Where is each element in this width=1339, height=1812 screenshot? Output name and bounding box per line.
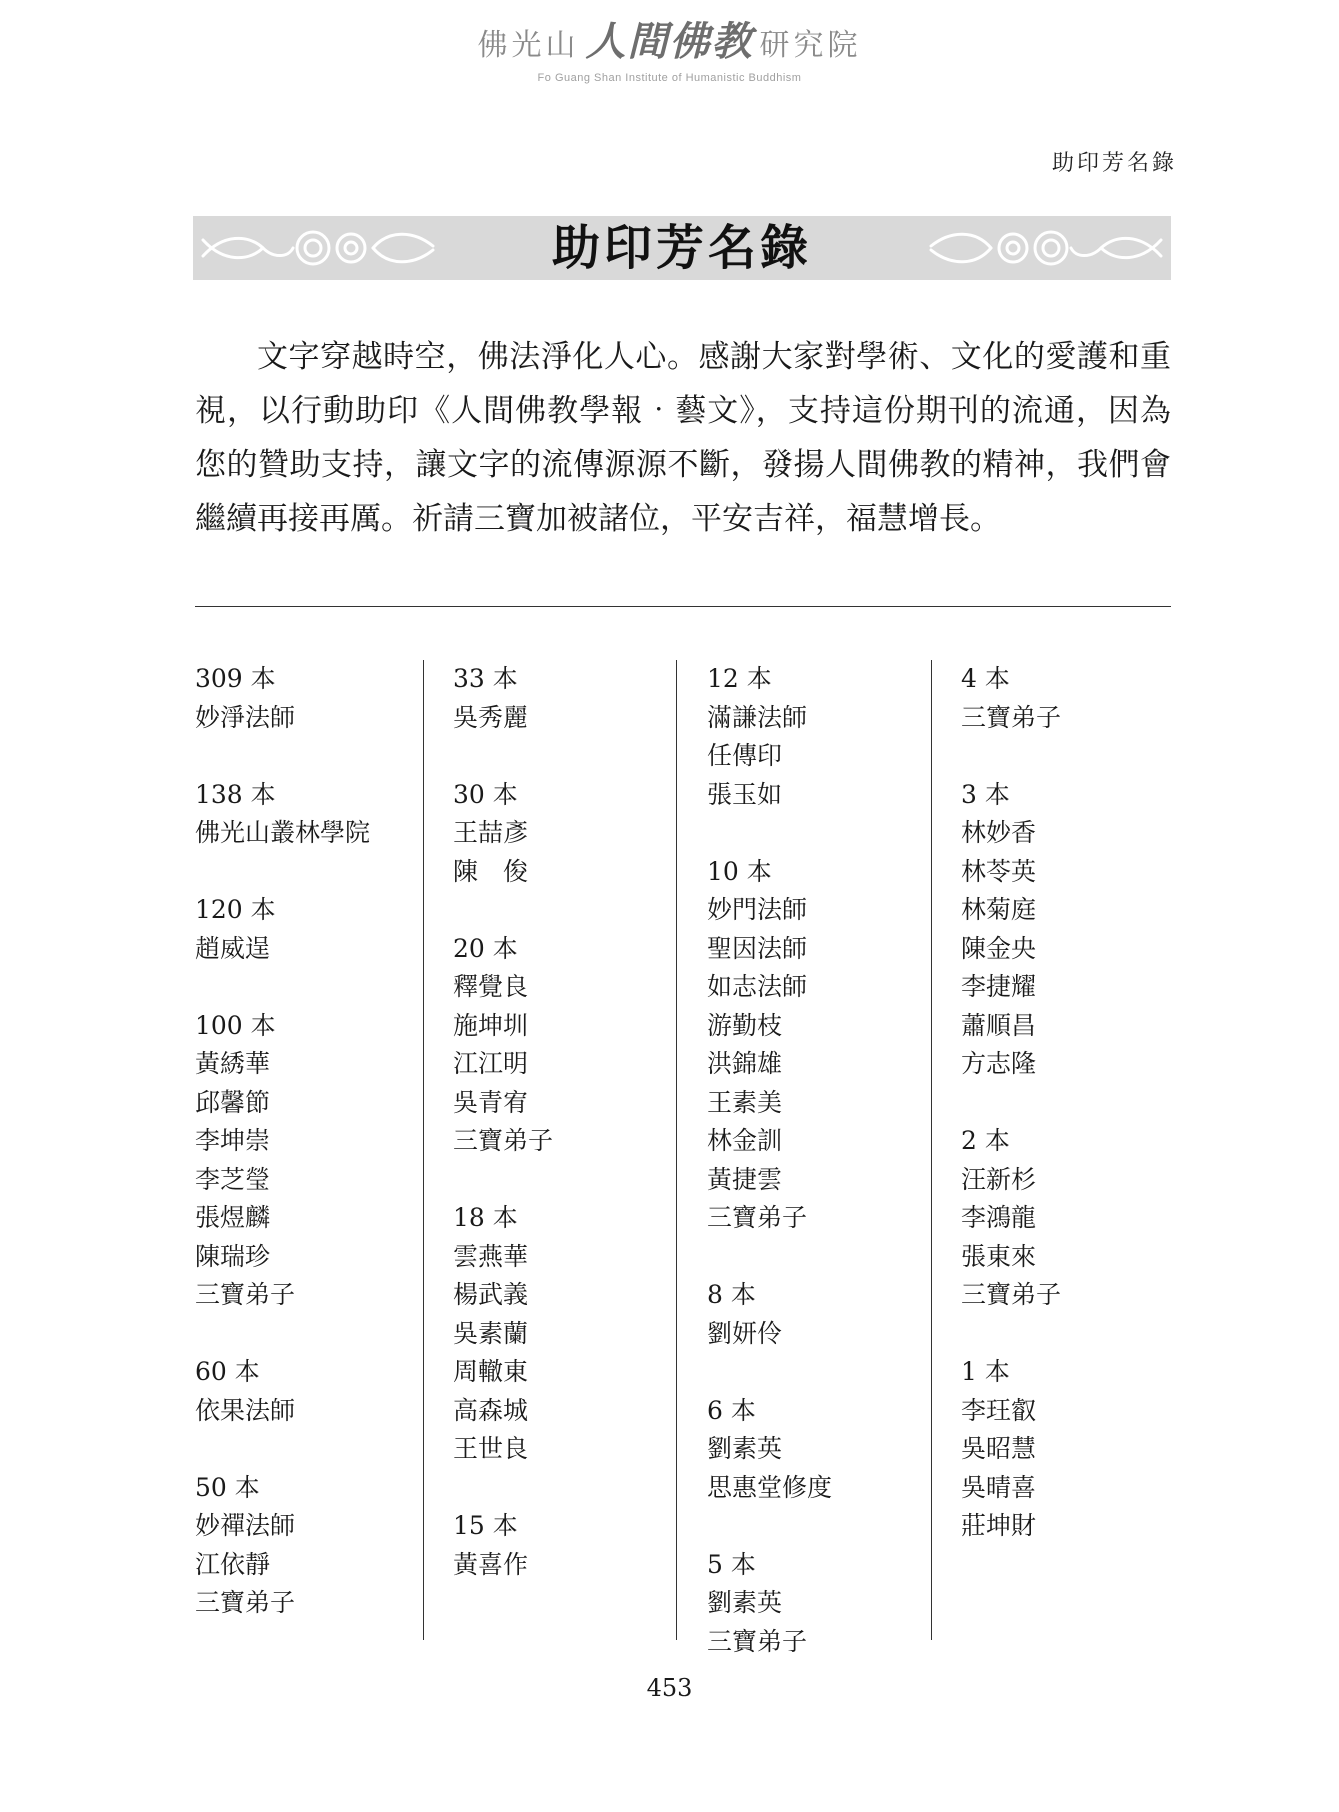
donation-group — [961, 1122, 1181, 1315]
donor-name: 吳昭慧 — [961, 1434, 1037, 1463]
donation-amount: 6 本 — [707, 1395, 756, 1425]
donor-name: 林金訓 — [707, 1126, 783, 1155]
donation-amount: 15 本 — [453, 1511, 518, 1540]
donor-name: 劉妍伶 — [707, 1318, 783, 1348]
donation-group — [195, 1353, 415, 1430]
donor-name: 張東來 — [961, 1241, 1037, 1271]
donor-name: 王素美 — [707, 1087, 783, 1117]
donation-amount: 100 本 — [195, 1010, 276, 1040]
donor-name: 黃捷雲 — [707, 1164, 783, 1194]
donor-name: 趙威逞 — [195, 933, 271, 963]
watermark-brand: 人間佛教 — [585, 18, 754, 65]
donation-group — [195, 1007, 415, 1315]
donor-name: 三寶弟子 — [961, 1280, 1062, 1309]
watermark-prefix: 佛光山 — [477, 28, 580, 63]
donor-name: 吳晴喜 — [961, 1472, 1037, 1502]
donor-name: 黃喜作 — [453, 1549, 529, 1579]
donation-amount: 138 本 — [195, 779, 276, 809]
donation-amount: 20 本 — [453, 933, 518, 963]
donation-group — [453, 1507, 673, 1584]
donor-name: 妙淨法師 — [195, 702, 296, 732]
page-title: 助印芳名錄 — [551, 220, 812, 276]
donation-amount: 309 本 — [195, 664, 276, 693]
donor-name: 江江明 — [453, 1049, 529, 1078]
donor-name: 佛光山叢林學院 — [195, 818, 371, 847]
donor-name: 釋覺良 — [453, 972, 529, 1001]
donor-name: 思惠堂修度 — [707, 1472, 833, 1502]
donor-name: 妙門法師 — [707, 895, 808, 924]
running-head: 助印芳名錄 — [1051, 151, 1177, 176]
donor-name: 林菊庭 — [961, 895, 1037, 924]
donor-name: 周轍東 — [453, 1357, 529, 1386]
donation-amount: 8 本 — [707, 1280, 756, 1309]
donor-name: 方志隆 — [961, 1049, 1037, 1078]
donation-amount: 12 本 — [707, 664, 772, 693]
donation-group — [707, 853, 927, 1238]
donor-name: 三寶弟子 — [707, 1203, 808, 1232]
intro-paragraph: 文字穿越時空，佛法淨化人心。感謝大家對學術、文化的愛護和重視，以行動助印《人間佛教學報‧藝文》，支持這份期刊的流通，因為您的贊助支持，讓文字的流傳源源不斷，發揚人間佛教的精神，我們會繼續再接再厲。祈請三寶加被諸位，平安吉祥，福慧增長。 — [195, 339, 1171, 537]
donation-group — [453, 776, 673, 892]
donor-name: 林妙香 — [961, 818, 1037, 847]
donation-group — [453, 1199, 673, 1469]
donor-name: 三寶弟子 — [707, 1626, 808, 1656]
watermark-suffix: 研究院 — [759, 28, 862, 63]
donor-name: 李玨叡 — [961, 1395, 1037, 1425]
title-band — [193, 216, 1171, 280]
donation-amount: 30 本 — [453, 779, 518, 809]
donor-name: 王世良 — [453, 1434, 529, 1463]
donation-group — [961, 1353, 1181, 1546]
donation-amount: 4 本 — [961, 664, 1010, 693]
donor-name: 陳 俊 — [453, 856, 529, 886]
donor-name: 李鴻龍 — [961, 1203, 1037, 1232]
column-divider — [423, 660, 424, 1640]
donation-group — [961, 660, 1181, 737]
donor-name: 三寶弟子 — [195, 1280, 296, 1309]
donation-group — [195, 891, 415, 968]
donor-name: 汪新杉 — [961, 1164, 1037, 1194]
donor-name: 王喆彥 — [453, 818, 529, 847]
donor-name: 吳素蘭 — [453, 1318, 529, 1348]
donation-amount: 18 本 — [453, 1203, 518, 1232]
donor-name: 游勤枝 — [707, 1010, 783, 1040]
donor-name: 陳金央 — [961, 933, 1037, 963]
donation-group — [195, 660, 415, 737]
donor-name: 依果法師 — [195, 1395, 296, 1425]
donor-list — [195, 660, 1171, 1656]
donor-name: 三寶弟子 — [961, 702, 1062, 732]
donor-name: 莊坤財 — [961, 1511, 1037, 1540]
page-number: 453 — [646, 1674, 693, 1702]
donation-group — [707, 1276, 927, 1353]
donation-group — [707, 660, 927, 814]
donor-name: 滿謙法師 — [707, 702, 808, 732]
donor-name: 妙禪法師 — [195, 1511, 296, 1540]
donor-name: 三寶弟子 — [453, 1126, 554, 1155]
donor-name: 蕭順昌 — [961, 1010, 1037, 1040]
donor-name: 邱馨節 — [195, 1087, 271, 1117]
donor-name: 洪錦雄 — [707, 1049, 783, 1078]
donor-name: 林苓英 — [961, 856, 1037, 886]
donation-group — [195, 776, 415, 853]
donor-name: 劉素英 — [707, 1434, 783, 1463]
donor-name: 雲燕華 — [453, 1241, 529, 1271]
donation-group — [195, 1469, 415, 1623]
donor-column-2 — [453, 660, 673, 1623]
watermark-subtitle: Fo Guang Shan Institute of Humanistic Buddhism — [537, 72, 802, 84]
donor-name: 李捷耀 — [961, 972, 1037, 1001]
donor-column-1 — [195, 660, 415, 1661]
donor-column-4 — [961, 660, 1181, 1584]
donor-name: 江依靜 — [195, 1549, 271, 1579]
donor-name: 施坤圳 — [453, 1010, 529, 1040]
donor-name: 高森城 — [453, 1395, 529, 1425]
donor-name: 劉素英 — [707, 1588, 783, 1617]
donor-name: 張玉如 — [707, 779, 783, 809]
donor-column-3 — [707, 660, 927, 1700]
donor-name: 陳瑞珍 — [195, 1241, 271, 1271]
donation-group — [453, 930, 673, 1161]
donation-amount: 2 本 — [961, 1126, 1010, 1155]
donation-group — [707, 1546, 927, 1662]
donation-amount: 1 本 — [961, 1357, 1010, 1386]
publisher-watermark — [0, 18, 1339, 84]
donation-amount: 3 本 — [961, 779, 1010, 809]
column-divider — [931, 660, 932, 1640]
column-divider — [676, 660, 677, 1640]
donor-name: 三寶弟子 — [195, 1588, 296, 1617]
donor-name: 李坤崇 — [195, 1126, 271, 1155]
donation-group — [961, 776, 1181, 1084]
donation-amount: 5 本 — [707, 1549, 756, 1579]
donor-name: 任傳印 — [707, 741, 783, 770]
donor-name: 聖因法師 — [707, 933, 808, 963]
donor-name: 吳秀麗 — [453, 702, 529, 732]
donation-group — [707, 1392, 927, 1508]
donation-group — [453, 660, 673, 737]
donor-name: 李芝瑩 — [195, 1164, 271, 1194]
donor-name: 張煜麟 — [195, 1203, 271, 1232]
donation-amount: 50 本 — [195, 1472, 260, 1502]
donation-amount: 10 本 — [707, 856, 772, 886]
donor-name: 黃綉華 — [195, 1049, 271, 1078]
donation-amount: 60 本 — [195, 1357, 260, 1386]
section-divider — [195, 606, 1171, 607]
donor-name: 如志法師 — [707, 972, 808, 1001]
donor-name: 吳青宥 — [453, 1087, 529, 1117]
donor-name: 楊武義 — [453, 1280, 529, 1309]
donation-amount: 120 本 — [195, 895, 276, 924]
donation-amount: 33 本 — [453, 664, 518, 693]
